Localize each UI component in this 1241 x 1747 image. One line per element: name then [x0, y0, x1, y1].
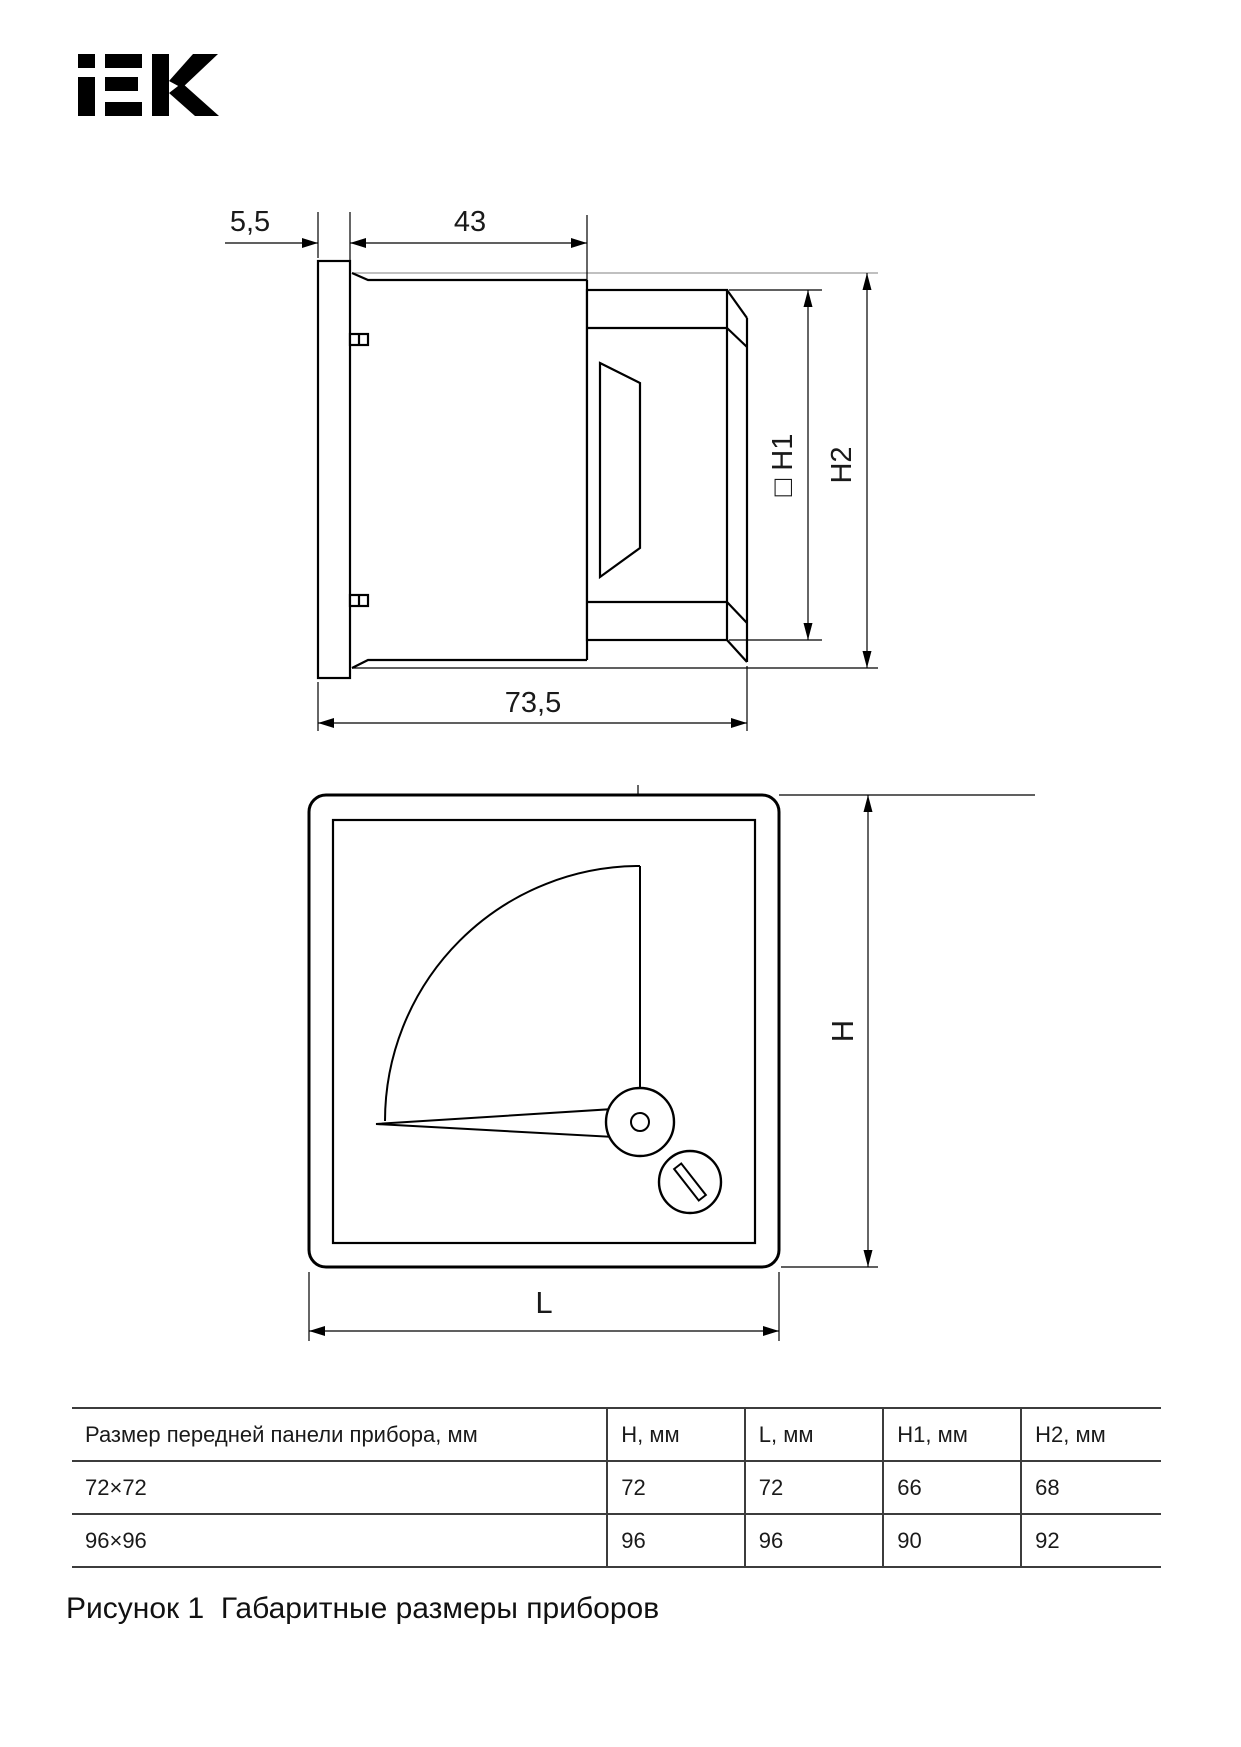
meter-body	[352, 273, 587, 668]
cell-h: 72	[607, 1461, 745, 1514]
mounting-clip	[350, 334, 368, 606]
needle-hub	[606, 1088, 674, 1156]
dim-label-width-l: L	[535, 1285, 553, 1320]
cell-h: 96	[607, 1514, 745, 1567]
dimension-5-5	[225, 238, 318, 248]
cell-panel-size: 72×72	[72, 1461, 607, 1514]
figure-caption: Рисунок 1 Габаритные размеры приборов	[66, 1592, 660, 1625]
column-header-l: L, мм	[745, 1408, 884, 1461]
mounting-panel	[318, 261, 350, 678]
dimension-h2	[863, 273, 872, 668]
dim-label-h1: □ H1	[767, 433, 799, 497]
cell-h2: 68	[1021, 1461, 1161, 1514]
cell-l: 72	[745, 1461, 884, 1514]
dimension-l	[309, 1326, 779, 1336]
cell-h1: 90	[883, 1514, 1021, 1567]
dimensions-table	[72, 1407, 1161, 1568]
dimension-43	[350, 238, 587, 248]
cell-l: 96	[745, 1514, 884, 1567]
dim-label-h2: H2	[826, 446, 858, 484]
dim-label-total-depth: 73,5	[504, 687, 562, 719]
table-row	[72, 1514, 1161, 1567]
cell-h2: 92	[1021, 1514, 1161, 1567]
side-view-drawing	[225, 206, 878, 731]
column-header-h: H, мм	[607, 1408, 745, 1461]
dim-label-panel-thickness: 5,5	[229, 206, 271, 238]
dim-label-body-depth: 43	[453, 206, 487, 238]
front-view-drawing	[309, 785, 1035, 1341]
column-header-h2: H2, мм	[1021, 1408, 1161, 1461]
cell-h1: 66	[883, 1461, 1021, 1514]
column-header-h1: H1, мм	[883, 1408, 1021, 1461]
dimension-h	[864, 795, 873, 1267]
zero-adjust-screw	[659, 1151, 721, 1213]
cell-panel-size: 96×96	[72, 1514, 607, 1567]
dimension-73-5	[318, 718, 747, 728]
dim-label-height-h: H	[825, 1019, 860, 1043]
front-bezel	[587, 290, 747, 662]
column-header-panel-size: Размер передней панели прибора, мм	[72, 1408, 607, 1461]
table-header-row	[72, 1408, 1161, 1461]
dimension-h1	[804, 290, 813, 640]
table-row	[72, 1461, 1161, 1514]
